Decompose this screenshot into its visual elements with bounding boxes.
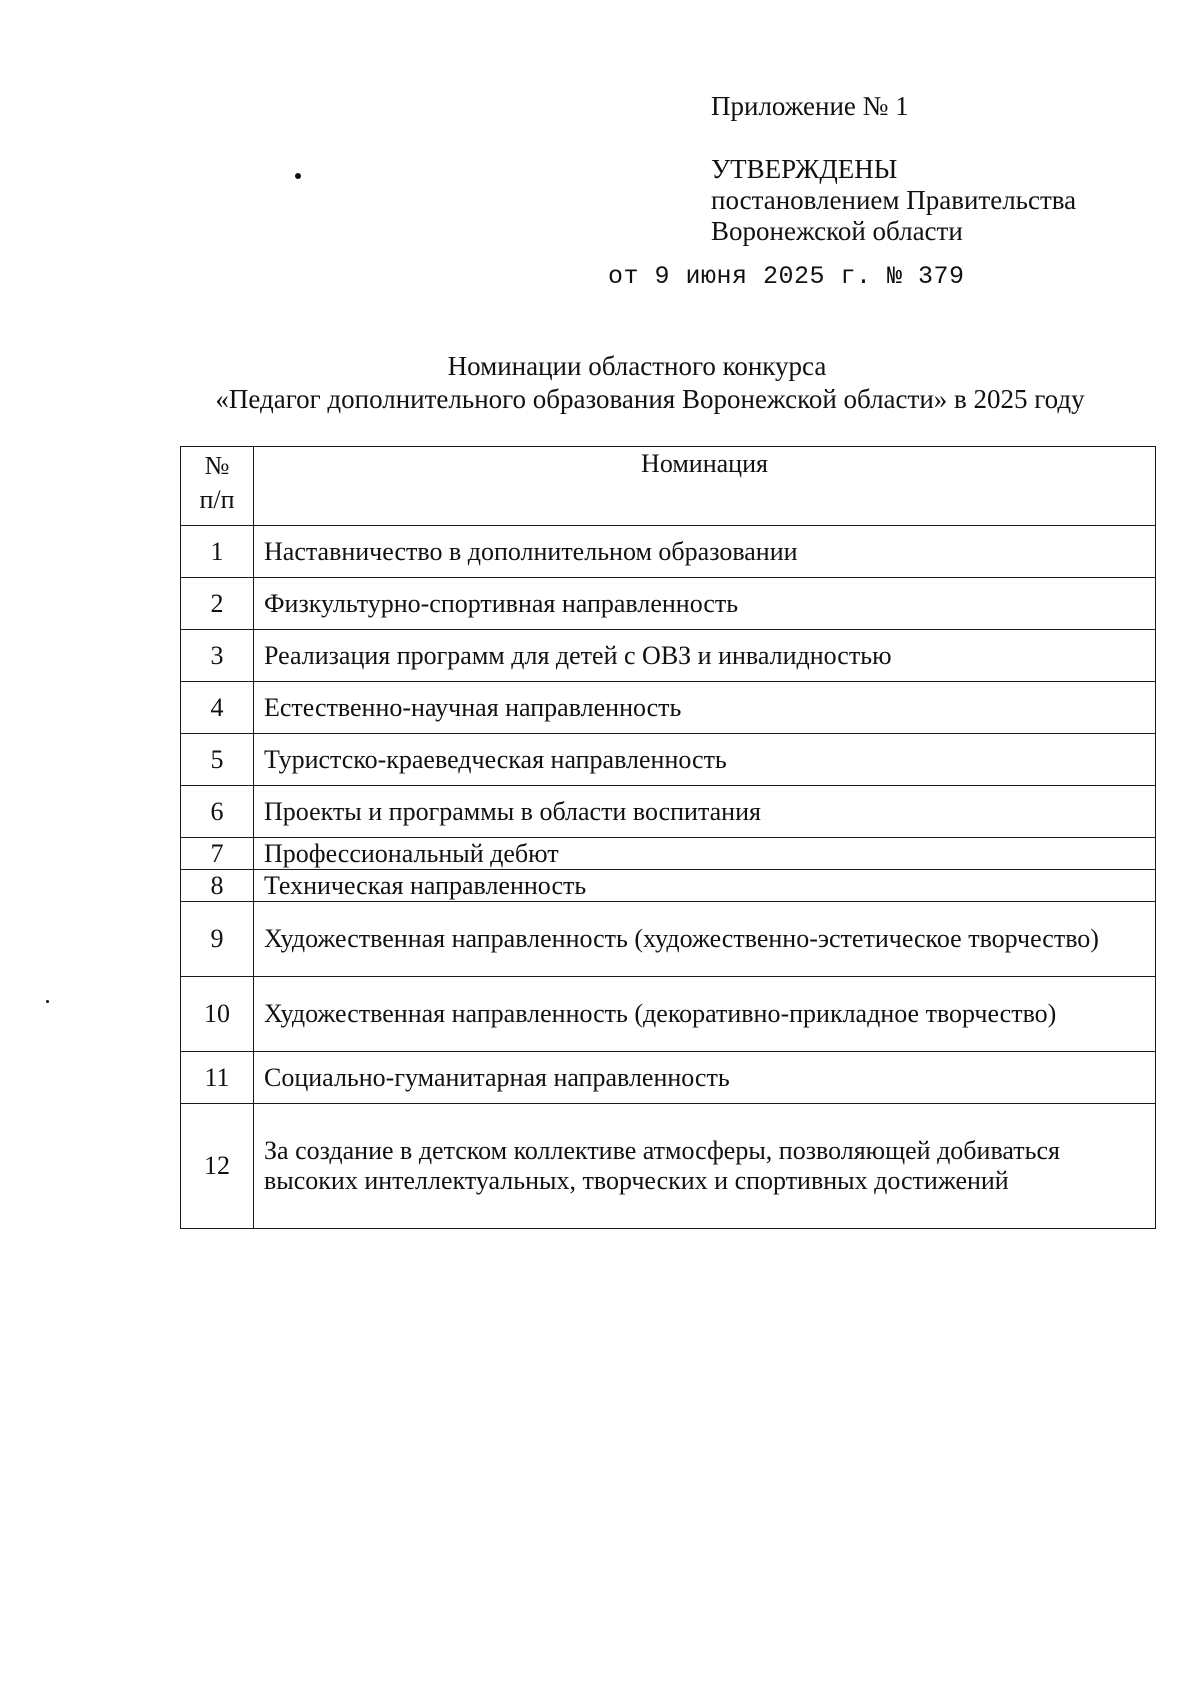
row-nomination: Профессиональный дебют: [254, 838, 1156, 870]
column-header-nomination: Номинация: [254, 447, 1156, 526]
row-nomination: Техническая направленность: [254, 870, 1156, 902]
approval-block: [711, 154, 1076, 247]
approved-by-line2: Воронежской области: [711, 216, 963, 246]
table-row: [181, 578, 1156, 630]
table-row: [181, 682, 1156, 734]
row-number: 1: [181, 526, 254, 578]
row-nomination: Туристско-краеведческая направленность: [254, 734, 1156, 786]
table-row: [181, 1104, 1156, 1229]
title-line2: «Педагог дополнительного образования Воронежской области» в 2025 году: [215, 384, 1085, 414]
row-nomination: Наставничество в дополнительном образовании: [254, 526, 1156, 578]
row-number: 8: [181, 870, 254, 902]
row-nomination: Социально-гуманитарная направленность: [254, 1052, 1156, 1104]
row-nomination: Естественно-научная направленность: [254, 682, 1156, 734]
scan-dot: [295, 173, 301, 179]
column-header-number-line2: п/п: [199, 485, 235, 514]
table-row: [181, 786, 1156, 838]
table-row: [181, 902, 1156, 977]
annex-label: Приложение № 1: [711, 91, 909, 121]
nominations-table: [180, 446, 1156, 1229]
table-row: [181, 838, 1156, 870]
column-header-number-line1: №: [204, 451, 230, 480]
row-number: 12: [181, 1104, 254, 1229]
row-number: 9: [181, 902, 254, 977]
row-number: 2: [181, 578, 254, 630]
row-number: 11: [181, 1052, 254, 1104]
approved-heading: УТВЕРЖДЕНЫ: [711, 154, 898, 184]
scan-dot: [46, 1000, 49, 1003]
table-row: [181, 977, 1156, 1052]
table-header-row: [181, 447, 1156, 526]
title-line1: Номинации областного конкурса: [447, 351, 827, 381]
row-number: 10: [181, 977, 254, 1052]
row-nomination: Художественная направленность (художественно-эстетическое творчество): [254, 902, 1156, 977]
table-row: [181, 630, 1156, 682]
document-title: [150, 350, 1150, 416]
table-row: [181, 526, 1156, 578]
row-nomination: Художественная направленность (декоративно-прикладное творчество): [254, 977, 1156, 1052]
row-number: 6: [181, 786, 254, 838]
table-row: [181, 870, 1156, 902]
column-header-number: [181, 447, 254, 526]
approved-by-line1: постановлением Правительства: [711, 185, 1077, 215]
row-number: 7: [181, 838, 254, 870]
row-nomination: За создание в детском коллективе атмосферы, позволяющей добиваться высоких интеллектуальных, творческих и спортивных достижений: [254, 1104, 1156, 1229]
row-number: 3: [181, 630, 254, 682]
row-number: 4: [181, 682, 254, 734]
row-nomination: Физкультурно-спортивная направленность: [254, 578, 1156, 630]
row-number: 5: [181, 734, 254, 786]
decree-stamp: от 9 июня 2025 г. № 379: [608, 262, 965, 291]
table-row: [181, 1052, 1156, 1104]
row-nomination: Реализация программ для детей с ОВЗ и инвалидностью: [254, 630, 1156, 682]
row-nomination: Проекты и программы в области воспитания: [254, 786, 1156, 838]
table-row: [181, 734, 1156, 786]
